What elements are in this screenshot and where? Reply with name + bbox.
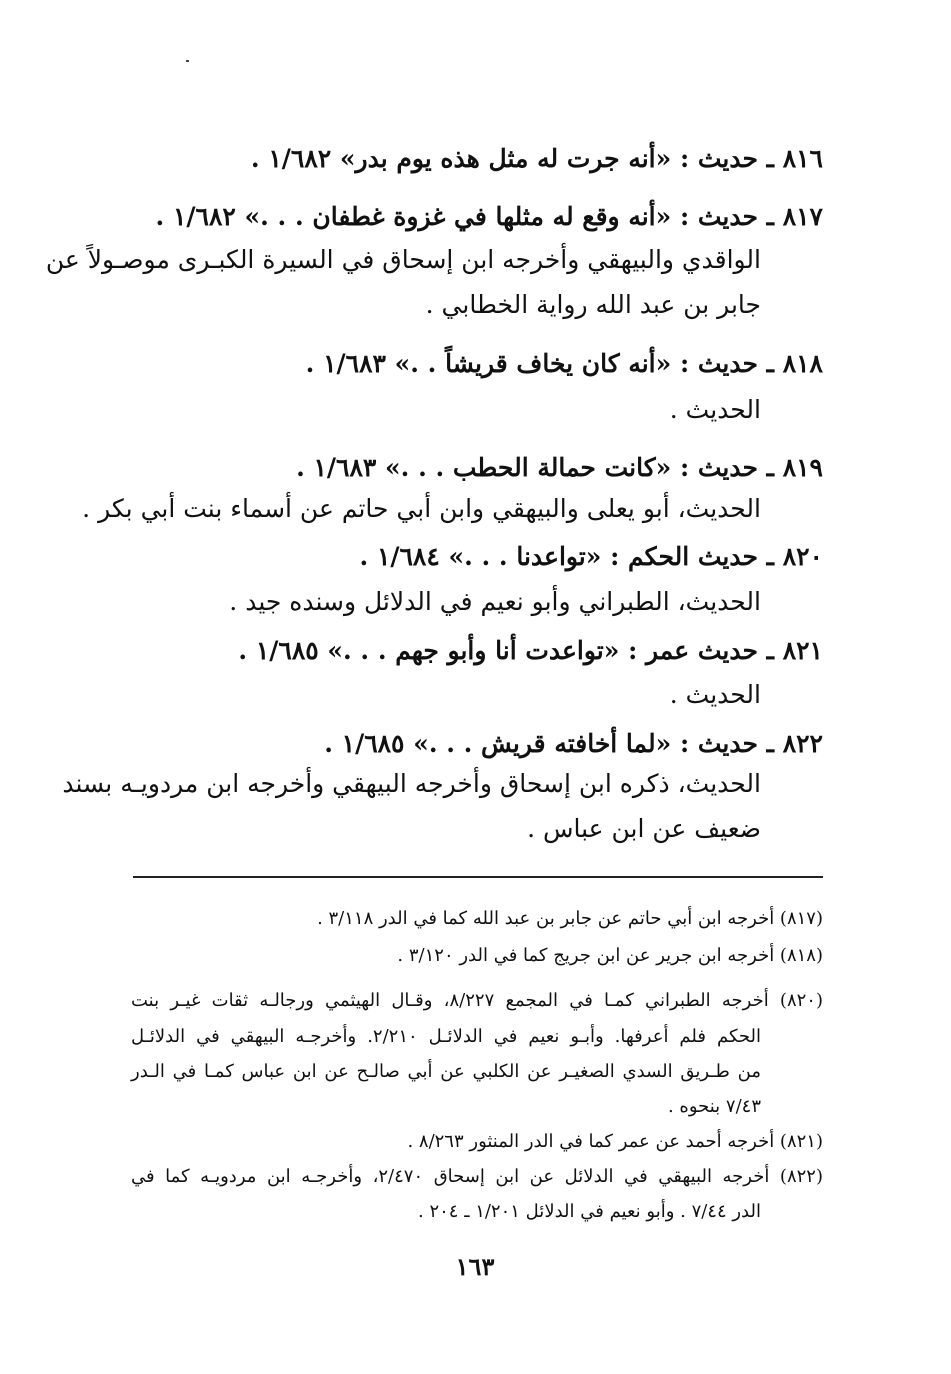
hadith-entry-822-text-line-1: الحديث، ذكره ابن إسحاق وأخرجه البيهقي وأخرجه ابن مردويـه بسند [62,769,761,798]
hadith-entry-816-heading: ٨١٦ ـ حديث : «أنه جرت له مثل هذه يوم بدر» ١/٦٨٢ . [250,144,823,173]
footnote-822-line-1: (٨٢٢) أخرجه البيهقي في الدلائل عن ابن إسحاق ٢/٤٧٠، وأخرجـه ابن مردويـه كما في [131,1166,823,1187]
hadith-entry-822-heading: ٨٢٢ ـ حديث : «لما أخافته قريش . . .» ١/٦٨٥ . [324,729,823,758]
hadith-entry-817-text-line-1: الواقدي والبيهقي وأخرجه ابن إسحاق في السيرة الكبـرى موصـولاً عن [45,245,761,274]
footnote-821: (٨٢١) أخرجه أحمد عن عمر كما في الدر المنثور ٨/٢٦٣ . [407,1131,823,1152]
footnote-separator [133,876,823,878]
hadith-entry-822-text-line-2: ضعيف عن ابن عباس . [527,814,761,843]
hadith-entry-818-heading: ٨١٨ ـ حديث : «أنه كان يخاف قريشاً . .» ١/٦٨٣ . [305,349,823,378]
footnote-820-line-1: (٨٢٠) أخرجه الطبراني كمـا في المجمع ٨/٢٢٧، وقـال الهيثمي ورجالـه ثقات غيـر بنت [131,990,823,1011]
stray-mark [186,60,189,62]
hadith-entry-819-text: الحديث، أبو يعلى والبيهقي وابن أبي حاتم عن أسماء بنت أبي بكر . [82,494,761,523]
page-number: ١٦٣ [455,1252,495,1281]
hadith-entry-820-heading: ٨٢٠ ـ حديث الحكم : «تواعدنا . . .» ١/٦٨٤ . [359,542,823,571]
footnote-820-line-4: ٧/٤٣ بنحوه . [667,1096,761,1117]
hadith-entry-820-text: الحديث، الطبراني وأبو نعيم في الدلائل وسنده جيد . [229,587,761,616]
hadith-entry-817-text-line-2: جابر بن عبد الله رواية الخطابي . [425,290,761,319]
hadith-entry-818-text: الحديث . [669,395,761,424]
hadith-entry-817-heading: ٨١٧ ـ حديث : «أنه وقع له مثلها في غزوة غطفان . . .» ١/٦٨٢ . [155,202,823,231]
footnote-822-line-2: الدر ٧/٤٤ . وأبو نعيم في الدلائل ١/٢٠١ ـ ٢٠٤ . [418,1201,761,1222]
hadith-entry-821-heading: ٨٢١ ـ حديث عمر : «تواعدت أنا وأبو جهم . . .» ١/٦٨٥ . [238,636,823,665]
footnote-820-line-3: من طـريق السدي الصغيـر عن الكلبي عن أبي صالـح عن ابن عباس كمـا في الـدر [131,1061,761,1082]
hadith-entry-819-heading: ٨١٩ ـ حديث : «كانت حمالة الحطب . . .» ١/٦٨٣ . [296,453,823,482]
hadith-entry-821-text: الحديث . [669,680,761,709]
footnote-817: (٨١٧) أخرجه ابن أبي حاتم عن جابر بن عبد الله كما في الدر ٣/١١٨ . [317,908,823,929]
footnote-820-line-2: الحكم فلم أعرفها. وأبـو نعيم في الدلائـل ٢/٢١٠. وأخرجـه البيهقي في الدلائـل [131,1026,761,1047]
footnote-818: (٨١٨) أخرجه ابن جرير عن ابن جريج كما في الدر ٣/١٢٠ . [397,945,823,966]
